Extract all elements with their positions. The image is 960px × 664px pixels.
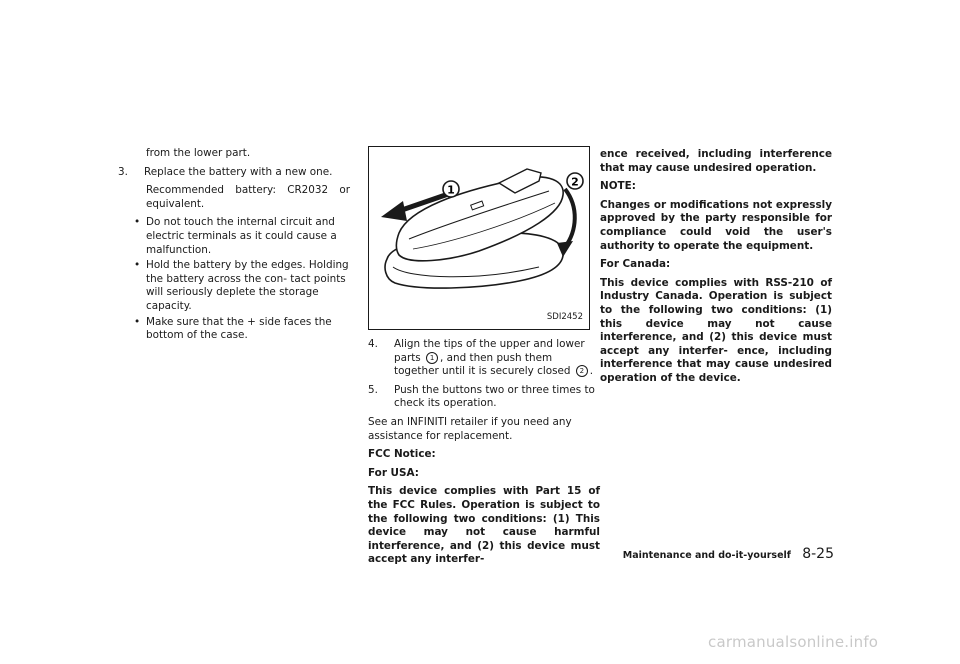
- step-3: [118, 166, 350, 180]
- key-fob-drawing: [369, 147, 589, 329]
- step-5: [368, 384, 600, 411]
- note-text: Changes or modifications not expressly approved by the party responsible for compliance could void the user's authority to operate the equipment.: [600, 198, 832, 252]
- canada-compliance-text: This device complies with RSS-210 of Industry Canada. Operation is subject to the following two conditions: (1) this device may not cause interference, and (2) this device must accept any interfer- ence, including interference that may cause undesired operation of the device.: [600, 276, 832, 384]
- step-5-number: 5.: [368, 383, 378, 396]
- inline-callout-1: 1: [426, 352, 438, 364]
- column-middle: [368, 338, 600, 572]
- figure-code: SDI2452: [546, 312, 583, 323]
- step-4-text-a: Align the tips of the upper and lower parts: [394, 338, 585, 364]
- watermark: carmanualsonline.info: [708, 633, 879, 651]
- caution-item: • Do not touch the internal circuit and electric terminals as it could cause a malfunction.: [118, 216, 350, 257]
- for-canada-heading: For Canada:: [600, 258, 671, 271]
- column-left: [118, 147, 350, 345]
- step-3-text: Replace the battery with a new one.: [144, 165, 333, 178]
- callout-2: 2: [571, 175, 579, 189]
- recommended-battery: Recommended battery: CR2032 or equivalent.: [146, 184, 350, 210]
- step-3-number: 3.: [118, 165, 128, 178]
- step-4-text-c: .: [589, 365, 594, 378]
- callout-1: 1: [447, 183, 455, 197]
- key-fob-illustration: [368, 146, 590, 330]
- step-4: [368, 338, 600, 379]
- inline-callout-2: 2: [576, 365, 588, 377]
- note-heading: NOTE:: [600, 180, 636, 193]
- column-right: [600, 148, 832, 391]
- caution-list: [118, 216, 350, 342]
- caution-item: • Make sure that the + side faces the bottom of the case.: [118, 316, 350, 343]
- step-4-number: 4.: [368, 338, 378, 350]
- section-title: Maintenance and do-it-yourself: [622, 550, 791, 561]
- usa-compliance-text: This device complies with Part 15 of the FCC Rules. Operation is subject to the following two conditions: (1) This device may not cause harmful interference, and (2) this device must accept any interfer-: [368, 485, 600, 566]
- retailer-text: See an INFINITI retailer if you need any assistance for replacement.: [368, 415, 572, 442]
- page-footer: [623, 548, 834, 563]
- caution-item: • Hold the battery by the edges. Holding the battery across the con- tact points will seriously deplete the storage capacity.: [118, 259, 350, 313]
- for-usa-heading: For USA:: [368, 466, 419, 479]
- page-number: 8-25: [802, 546, 834, 562]
- continued-text: ence received, including interference that may cause undesired operation.: [600, 148, 832, 174]
- fcc-notice-heading: FCC Notice:: [368, 448, 436, 461]
- step-5-text: Push the buttons two or three times to check its operation.: [394, 383, 595, 410]
- step-4-text-b: , and then push them together until it is securely closed: [394, 351, 571, 378]
- lead-text: from the lower part.: [146, 147, 251, 159]
